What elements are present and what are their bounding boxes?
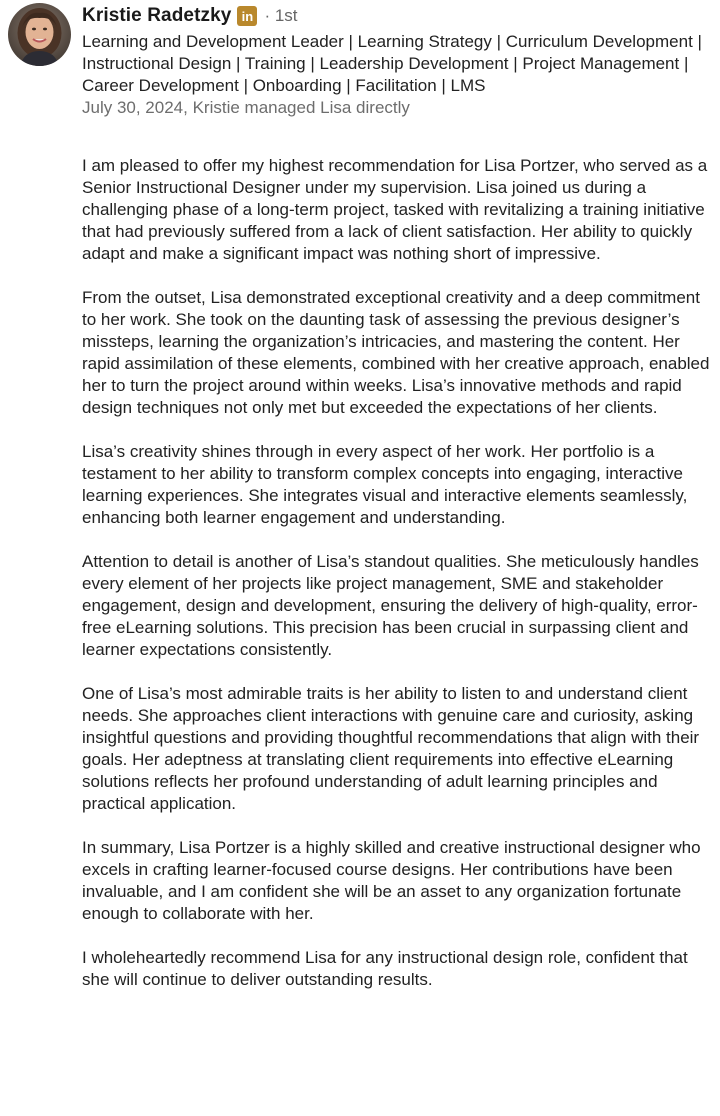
profile-photo: [8, 3, 71, 66]
avatar[interactable]: [8, 3, 71, 66]
recommendation-body: [82, 155, 714, 1013]
recommendation-paragraph: Attention to detail is another of Lisa’s standout qualities. She meticulously handles every element of her projects like project management, SME and stakeholder engagement, design and development, ensuring the delivery of high-quality, error-free eLearning solutions. This precision has been crucial in surpassing client and learner expectations consistently.: [82, 552, 699, 659]
author-name[interactable]: Kristie Radetzky: [82, 5, 232, 26]
recommendation-paragraph: Lisa’s creativity shines through in every aspect of her work. Her portfolio is a testament to her ability to transform complex concepts into engaging, interactive learning experiences. She integrates visual and interactive elements seamlessly, enhancing both learner engagement and understanding.: [82, 442, 688, 527]
recommendation-paragraph: In summary, Lisa Portzer is a highly skilled and creative instructional designer who excels in crafting learner-focused course designs. Her contributions have been invaluable, and I am confident she will be an asset to any organization fortunate enough to collaborate with her.: [82, 838, 701, 923]
recommendation-paragraph: From the outset, Lisa demonstrated exceptional creativity and a deep commitment to her work. She took on the daunting task of assessing the previous designer’s missteps, learning the organization’s intricacies, and mastering the content. Her rapid assimilation of these elements, combined with her creative approach, enabled her to turn the project around within weeks. Lisa’s innovative methods and rapid design techniques not only met but exceeded the expectations of her clients.: [82, 288, 710, 417]
recommendation-paragraph: I wholeheartedly recommend Lisa for any instructional design role, confident that she will continue to deliver outstanding results.: [82, 948, 688, 989]
author-row: [82, 2, 714, 30]
recommendation-paragraph: I am pleased to offer my highest recommendation for Lisa Portzer, who served as a Senior Instructional Designer under my supervision. Lisa joined us during a challenging phase of a long-term project, tasked with revitalizing a training initiative that had previously suffered from a lack of client satisfaction. Her ability to quickly adapt and make a significant impact was nothing short of impressive.: [82, 156, 708, 263]
linkedin-icon: in: [237, 6, 257, 26]
recommendation-header: [82, 2, 714, 119]
recommendation-date: July 30, 2024, Kristie managed Lisa directly: [82, 98, 410, 118]
author-headline: Learning and Development Leader | Learning Strategy | Curriculum Development | Instructional Design | Training | Leadership Development | Project Management | Career Development | Onboarding | Facilitation | LMS: [82, 32, 702, 95]
connection-degree: · 1st: [264, 6, 298, 25]
recommendation-paragraph: One of Lisa’s most admirable traits is her ability to listen to and understand client needs. She approaches client interactions with genuine care and curiosity, asking insightful questions and providing thoughtful recommendations that align with their goals. Her adeptness at translating client requirements into effective eLearning solutions reflects her profound understanding of adult learning principles and practical application.: [82, 684, 700, 813]
